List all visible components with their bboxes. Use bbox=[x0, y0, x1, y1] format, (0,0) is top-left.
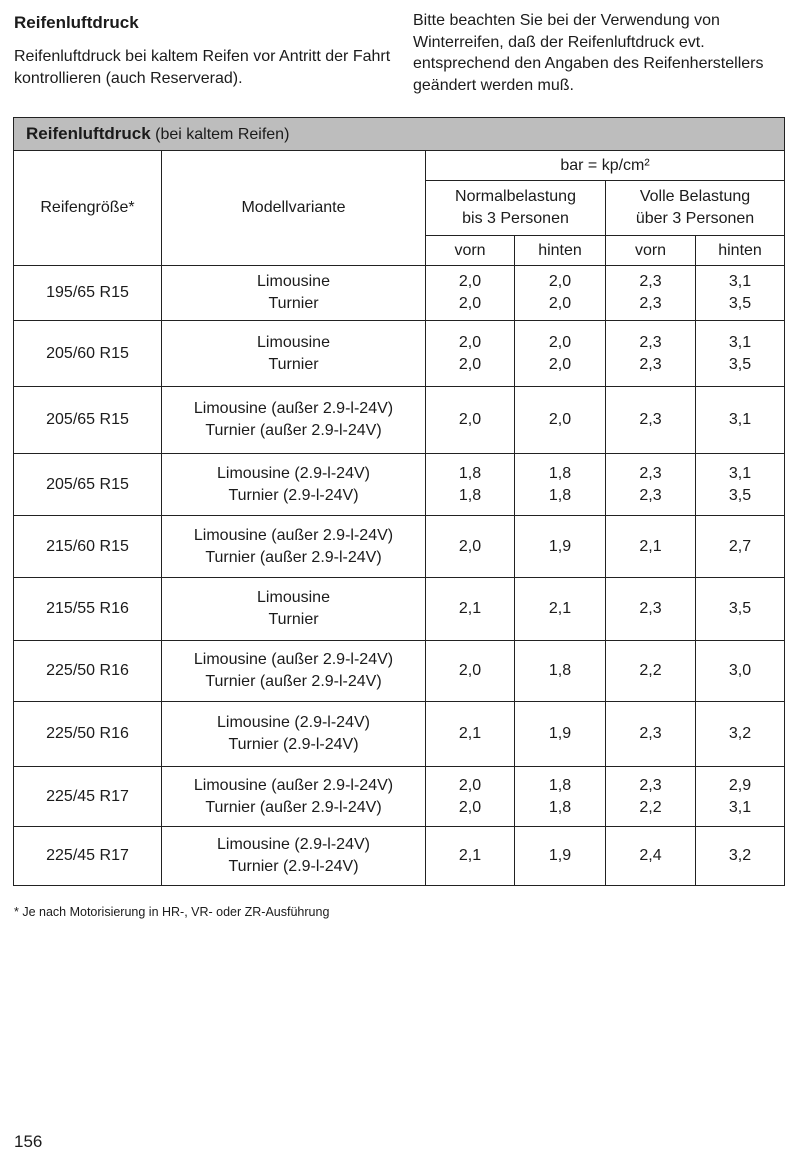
full-front-cell bbox=[606, 266, 696, 321]
normal-front-cell bbox=[426, 266, 515, 321]
value-line-2: 2,3 bbox=[639, 355, 662, 373]
table-row bbox=[14, 266, 785, 321]
model-line-2: Turnier (außer 2.9-l-24V) bbox=[205, 798, 382, 816]
value-line-1: 2,0 bbox=[458, 273, 482, 290]
table-row bbox=[14, 516, 785, 578]
normal-front-cell: 2,1 bbox=[426, 702, 515, 767]
model-line-2: Turnier bbox=[268, 355, 319, 373]
full-rear-cell: 3,2 bbox=[696, 702, 785, 767]
value-line-2: 2,3 bbox=[639, 486, 662, 504]
table-row bbox=[14, 767, 785, 827]
table-row bbox=[14, 387, 785, 454]
model-line-2: Turnier (außer 2.9-l-24V) bbox=[205, 548, 382, 566]
model-line-1: Limousine (2.9-l-24V) bbox=[217, 714, 370, 731]
intro-text-left: Reifenluftdruck bei kaltem Reifen vor Antritt der Fahrt kontrollieren (auch Reserverad). bbox=[14, 48, 391, 87]
normal-front-cell bbox=[426, 454, 515, 516]
table-row bbox=[14, 454, 785, 516]
value-line-1: 3,1 bbox=[728, 273, 752, 290]
full-load-line-1: Volle Belastung bbox=[639, 188, 751, 205]
value-line-1: 2,3 bbox=[639, 776, 662, 794]
value-line-1: 1,8 bbox=[548, 464, 572, 482]
normal-rear-cell: 2,1 bbox=[515, 578, 606, 641]
model-line-2: Turnier (2.9-l-24V) bbox=[228, 858, 359, 875]
value-line-2: 1,8 bbox=[548, 798, 572, 816]
tire-size-cell: 225/50 R16 bbox=[14, 702, 162, 767]
page-number: 156 bbox=[14, 1132, 43, 1151]
value-line-1: 2,0 bbox=[458, 333, 482, 351]
normal-rear-cell: 2,0 bbox=[515, 387, 606, 454]
full-rear-cell bbox=[696, 767, 785, 827]
full-front-cell: 2,3 bbox=[606, 387, 696, 454]
table-row bbox=[14, 641, 785, 702]
model-line-1: Limousine bbox=[257, 333, 330, 351]
value-line-2: 2,2 bbox=[639, 798, 662, 816]
header-normal-front: vorn bbox=[426, 236, 515, 266]
table-row bbox=[14, 827, 785, 886]
model-cell bbox=[162, 702, 426, 767]
intro-text-right: Bitte beachten Sie bei der Verwendung von Winterreifen, daß der Reifenluftdruck evt. entsprechend den Angaben des Reifenherstellers geändert werden muß. bbox=[413, 12, 764, 94]
model-cell bbox=[162, 767, 426, 827]
model-cell bbox=[162, 641, 426, 702]
model-cell bbox=[162, 454, 426, 516]
tire-size-cell: 195/65 R15 bbox=[14, 266, 162, 321]
normal-front-cell: 2,0 bbox=[426, 516, 515, 578]
full-rear-cell bbox=[696, 321, 785, 387]
value-line-1: 2,3 bbox=[639, 333, 662, 351]
value-line-1: 1,8 bbox=[458, 464, 482, 482]
value-line-1: 2,3 bbox=[639, 273, 662, 290]
value-line-2: 3,5 bbox=[728, 486, 752, 504]
full-front-cell: 2,3 bbox=[606, 702, 696, 767]
table-row bbox=[14, 702, 785, 767]
normal-rear-cell bbox=[515, 266, 606, 321]
full-front-cell: 2,3 bbox=[606, 578, 696, 641]
full-front-cell bbox=[606, 767, 696, 827]
value-line-2: 2,0 bbox=[548, 355, 572, 373]
normal-front-cell bbox=[426, 321, 515, 387]
model-line-1: Limousine (außer 2.9-l-24V) bbox=[193, 526, 394, 544]
value-line-2: 3,1 bbox=[728, 798, 752, 816]
model-line-1: Limousine (außer 2.9-l-24V) bbox=[193, 651, 394, 668]
header-row-1 bbox=[14, 151, 785, 181]
value-line-1: 1,8 bbox=[548, 776, 572, 794]
value-line-2: 2,0 bbox=[458, 798, 482, 816]
normal-rear-cell: 1,9 bbox=[515, 827, 606, 886]
model-line-2: Turnier (2.9-l-24V) bbox=[228, 736, 359, 753]
tire-size-cell: 215/60 R15 bbox=[14, 516, 162, 578]
full-rear-cell: 2,7 bbox=[696, 516, 785, 578]
value-line-1: 2,3 bbox=[639, 464, 662, 482]
table-title-bold: Reifenluftdruck bbox=[26, 123, 151, 143]
model-cell bbox=[162, 827, 426, 886]
full-rear-cell: 3,0 bbox=[696, 641, 785, 702]
full-rear-cell: 3,1 bbox=[696, 387, 785, 454]
tire-size-cell: 205/65 R15 bbox=[14, 387, 162, 454]
value-line-1: 2,0 bbox=[548, 333, 572, 351]
model-line-2: Turnier (außer 2.9-l-24V) bbox=[205, 673, 382, 690]
model-line-2: Turnier bbox=[268, 611, 319, 628]
model-cell bbox=[162, 516, 426, 578]
tire-pressure-table bbox=[13, 117, 785, 886]
full-front-cell: 2,1 bbox=[606, 516, 696, 578]
model-line-2: Turnier (2.9-l-24V) bbox=[228, 486, 359, 504]
tire-size-cell: 225/45 R17 bbox=[14, 827, 162, 886]
value-line-2: 1,8 bbox=[548, 486, 572, 504]
full-front-cell: 2,4 bbox=[606, 827, 696, 886]
value-line-1: 2,0 bbox=[548, 273, 572, 290]
normal-front-cell: 2,0 bbox=[426, 641, 515, 702]
model-line-1: Limousine (außer 2.9-l-24V) bbox=[193, 776, 394, 794]
model-cell bbox=[162, 578, 426, 641]
normal-rear-cell: 1,8 bbox=[515, 641, 606, 702]
model-line-1: Limousine (2.9-l-24V) bbox=[217, 836, 370, 853]
model-line-2: Turnier bbox=[268, 295, 319, 312]
header-unit: bar = kp/cm² bbox=[426, 151, 785, 181]
normal-front-cell: 2,1 bbox=[426, 578, 515, 641]
model-cell bbox=[162, 321, 426, 387]
header-full-front: vorn bbox=[606, 236, 696, 266]
value-line-1: 2,9 bbox=[728, 776, 752, 794]
value-line-1: 3,1 bbox=[728, 464, 752, 482]
header-model: Modellvariante bbox=[162, 151, 426, 266]
tire-size-cell: 225/45 R17 bbox=[14, 767, 162, 827]
value-line-2: 2,0 bbox=[458, 355, 482, 373]
normal-rear-cell: 1,9 bbox=[515, 516, 606, 578]
full-front-cell bbox=[606, 454, 696, 516]
normal-load-line-1: Normalbelastung bbox=[455, 188, 576, 205]
full-rear-cell bbox=[696, 266, 785, 321]
full-front-cell bbox=[606, 321, 696, 387]
full-load-line-2: über 3 Personen bbox=[635, 210, 755, 227]
normal-rear-cell bbox=[515, 767, 606, 827]
table-row bbox=[14, 578, 785, 641]
model-cell bbox=[162, 266, 426, 321]
full-rear-cell bbox=[696, 454, 785, 516]
full-rear-cell: 3,2 bbox=[696, 827, 785, 886]
header-normal-load bbox=[426, 181, 606, 236]
header-normal-rear: hinten bbox=[515, 236, 606, 266]
page-heading: Reifenluftdruck bbox=[14, 13, 139, 32]
model-line-1: Limousine bbox=[257, 273, 330, 290]
model-line-1: Limousine bbox=[257, 589, 330, 606]
tire-size-cell: 205/65 R15 bbox=[14, 454, 162, 516]
table-title-rest: (bei kaltem Reifen) bbox=[150, 125, 290, 143]
value-line-2: 2,0 bbox=[548, 295, 572, 312]
value-line-1: 3,1 bbox=[728, 333, 752, 351]
model-line-2: Turnier (außer 2.9-l-24V) bbox=[205, 422, 382, 439]
footnote: * Je nach Motorisierung in HR-, VR- oder ZR-Ausführung bbox=[14, 905, 330, 919]
tire-size-cell: 215/55 R16 bbox=[14, 578, 162, 641]
value-line-2: 2,0 bbox=[458, 295, 482, 312]
normal-front-cell bbox=[426, 767, 515, 827]
header-tire-size: Reifengröße* bbox=[14, 151, 162, 266]
table-title bbox=[14, 118, 785, 151]
normal-rear-cell bbox=[515, 454, 606, 516]
tire-size-cell: 225/50 R16 bbox=[14, 641, 162, 702]
normal-rear-cell: 1,9 bbox=[515, 702, 606, 767]
normal-load-line-2: bis 3 Personen bbox=[462, 210, 569, 227]
tire-size-cell: 205/60 R15 bbox=[14, 321, 162, 387]
model-line-1: Limousine (außer 2.9-l-24V) bbox=[193, 400, 394, 417]
header-full-rear: hinten bbox=[696, 236, 785, 266]
header-full-load bbox=[606, 181, 785, 236]
normal-front-cell: 2,0 bbox=[426, 387, 515, 454]
value-line-1: 2,0 bbox=[458, 776, 482, 794]
value-line-2: 1,8 bbox=[458, 486, 482, 504]
value-line-2: 3,5 bbox=[728, 295, 752, 312]
value-line-2: 2,3 bbox=[639, 295, 662, 312]
table-title-row bbox=[14, 118, 785, 151]
normal-rear-cell bbox=[515, 321, 606, 387]
full-rear-cell: 3,5 bbox=[696, 578, 785, 641]
model-cell bbox=[162, 387, 426, 454]
full-front-cell: 2,2 bbox=[606, 641, 696, 702]
table-row bbox=[14, 321, 785, 387]
value-line-2: 3,5 bbox=[728, 355, 752, 373]
model-line-1: Limousine (2.9-l-24V) bbox=[217, 464, 370, 482]
normal-front-cell: 2,1 bbox=[426, 827, 515, 886]
